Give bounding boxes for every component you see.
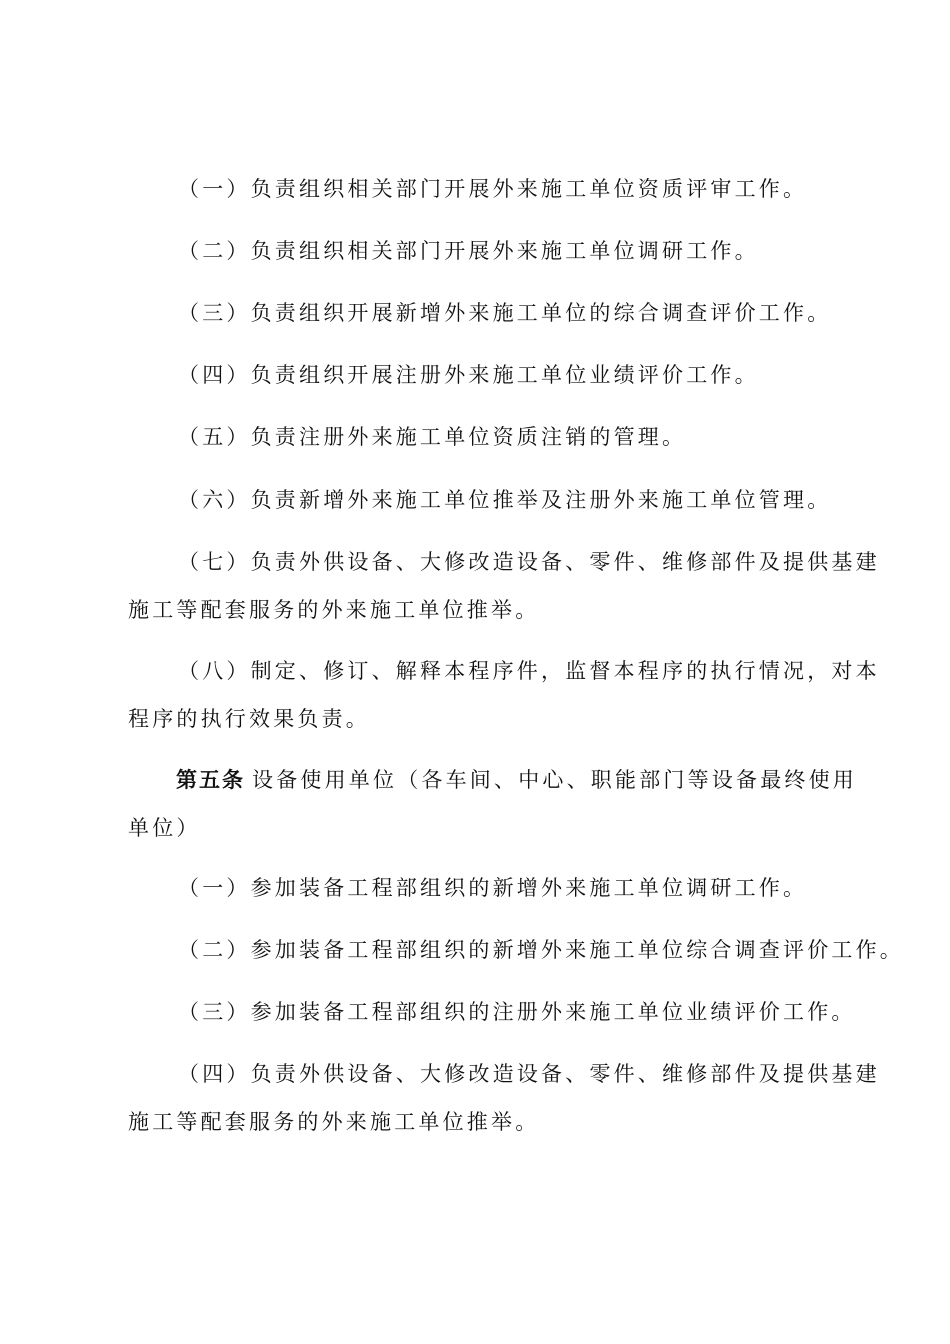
article-5-item-2: （二）参加装备工程部组织的新增外来施工单位综合调查评价工作。 <box>178 938 904 962</box>
paragraph-item-1: （一）负责组织相关部门开展外来施工单位资质评审工作。 <box>178 177 808 201</box>
article-5-item-4-line-2: 施工等配套服务的外来施工单位推举。 <box>128 1110 540 1134</box>
paragraph-item-3: （三）负责组织开展新增外来施工单位的综合调查评价工作。 <box>178 301 832 325</box>
article-5-text-line-2: 单位） <box>128 816 201 840</box>
paragraph-item-7-line-2: 施工等配套服务的外来施工单位推举。 <box>128 598 540 622</box>
paragraph-item-8-line-1: （八）制定、修订、解释本程序件，监督本程序的执行情况，对本 <box>178 659 880 683</box>
paragraph-item-6: （六）负责新增外来施工单位推举及注册外来施工单位管理。 <box>178 488 832 512</box>
article-5-heading: 第五条 <box>176 767 245 792</box>
paragraph-item-7-line-1: （七）负责外供设备、大修改造设备、零件、维修部件及提供基建 <box>178 550 880 574</box>
paragraph-item-4: （四）负责组织开展注册外来施工单位业绩评价工作。 <box>178 363 759 387</box>
paragraph-item-8-line-2: 程序的执行效果负责。 <box>128 707 370 731</box>
article-5-item-1: （一）参加装备工程部组织的新增外来施工单位调研工作。 <box>178 876 808 900</box>
paragraph-item-5: （五）负责注册外来施工单位资质注销的管理。 <box>178 425 687 449</box>
article-5-item-4-line-1: （四）负责外供设备、大修改造设备、零件、维修部件及提供基建 <box>178 1062 880 1086</box>
article-5-item-3: （三）参加装备工程部组织的注册外来施工单位业绩评价工作。 <box>178 1000 856 1024</box>
paragraph-item-2: （二）负责组织相关部门开展外来施工单位调研工作。 <box>178 239 759 263</box>
article-5-text-line-1: 设备使用单位（各车间、中心、职能部门等设备最终使用 <box>252 768 857 792</box>
